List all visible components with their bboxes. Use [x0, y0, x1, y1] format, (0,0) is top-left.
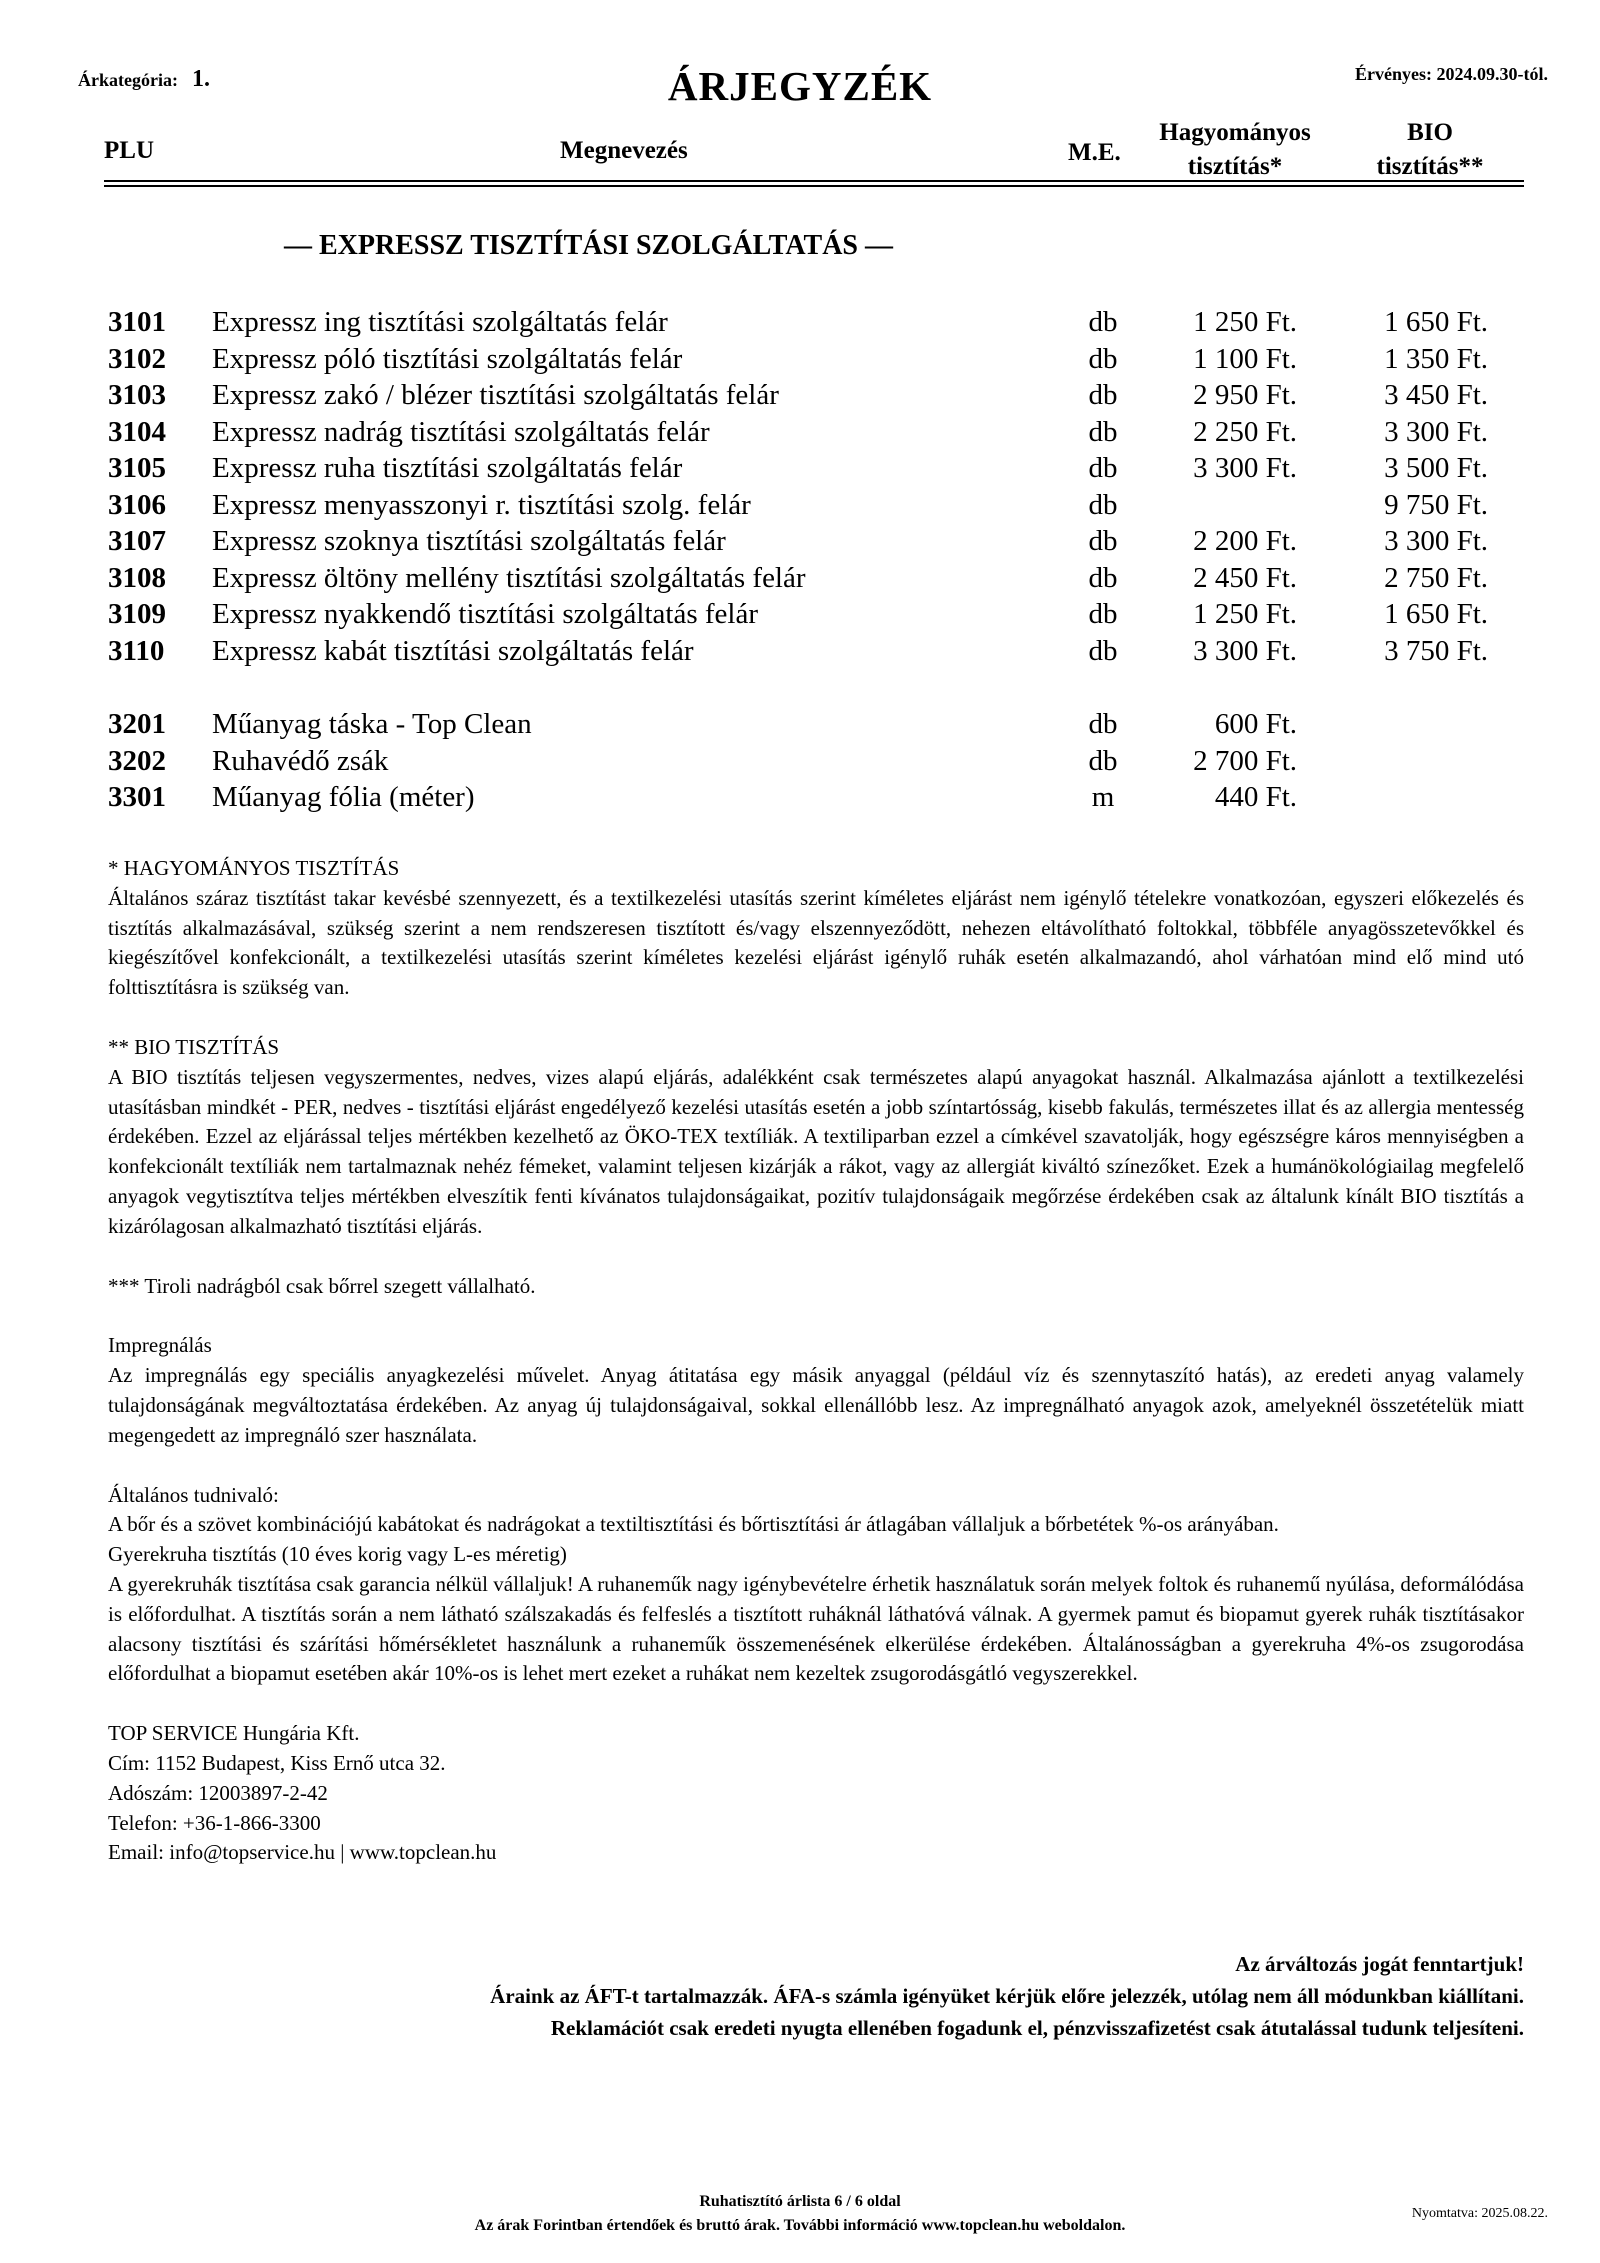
- row-price-bio: 1 350 Ft.: [1384, 342, 1488, 375]
- row-unit: db: [1088, 379, 1118, 411]
- row-unit: db: [1088, 488, 1118, 521]
- column-header-hagyomanyos-line1: Hagyományos: [1159, 119, 1311, 146]
- row-unit: db: [1088, 598, 1118, 630]
- note-impregnalas-text: Az impregnálás egy speciális anyagkezelési művelet. Anyag átitatása egy másik anyaggal (például víz és szennytaszító hatás), az eredeti anyag valamely tulajdonságának megváltoztatása érdekében. Az anyag új tulajdonságaival, sokkal ellenállóbb lesz. Az impregnálható anyagok azok, amelyeknél összetételük miatt megengedett az impregnáló szer használata.: [108, 1363, 1524, 1447]
- footer-info: Az árak Forintban értendőek és bruttó árak. További információ www.topclean.hu weboldalon.: [474, 2217, 1126, 2234]
- row-price-bio: 3 300 Ft.: [1384, 415, 1488, 448]
- table-row: [0, 379, 1600, 415]
- table-row: [0, 745, 1600, 781]
- note-bio-text: A BIO tisztítás teljesen vegyszermentes, nedves, vizes alapú eljárás, adalékként csak természetes alapú anyagokat használ. Alkalmazása ajánlott a textilkezelési utasításban mindkét - PER, nedves - tisztítási eljárást engedélyező kezelési utasítás esetén a jobb színtartósság, kisebb fakulás, természetes illat és az allergia mentesség érdekében. Ezzel az eljárással teljes mértékben kezelhető az ÖKO-TEX textíliák. A textiliparban ezzel a címkével szavatolják, hogy egészségre káros mennyiségben a konfekcionált textíliák nem tartalmaznak nehéz fémeket, valamint teljesen kizárják a rákot, vagy az allergiát kiváltó színezőket. Ezek a humánökológiailag megfelelő anyagok vegytisztítva teljes mértékben elveszítik fenti kívánatos tulajdonságaikat, pozitív tulajdonságaik megőrzése érdekében csak az általunk kínált BIO tisztítás a kizárólagosan alkalmazható tisztítási eljárás.: [108, 1064, 1524, 1238]
- valid-from: Érvényes: 2024.09.30-tól.: [1355, 64, 1548, 84]
- footer: [0, 2190, 1600, 2238]
- table-row: [0, 416, 1600, 452]
- row-name: Expressz nyakkendő tisztítási szolgáltatás felár: [212, 598, 758, 630]
- company-tax: Adószám: 12003897-2-42: [108, 1780, 328, 1805]
- row-name: Expressz kabát tisztítási szolgáltatás felár: [212, 634, 694, 667]
- column-header-bio-line2: tisztítás**: [1376, 153, 1484, 180]
- row-price-hagyomanyos: 3 300 Ft.: [1193, 452, 1297, 484]
- column-header-plu: PLU: [104, 137, 154, 164]
- note-general-title: Általános tudnivaló:: [108, 1482, 279, 1507]
- row-unit: db: [1088, 525, 1118, 557]
- column-header-bio: [1350, 116, 1510, 184]
- notice-price-change: Az árváltozás jogát fenntartjuk!: [1235, 1952, 1524, 1976]
- row-price-hagyomanyos: 1 250 Ft.: [1193, 598, 1297, 630]
- row-price-hagyomanyos: 2 200 Ft.: [1193, 525, 1297, 557]
- row-plu: 3301: [108, 781, 166, 813]
- row-plu: 3202: [108, 744, 166, 777]
- column-header-name: Megnevezés: [560, 137, 688, 164]
- note-hagyomanyos-title: * HAGYOMÁNYOS TISZTÍTÁS: [108, 856, 400, 880]
- row-price-hagyomanyos: 600 Ft.: [1214, 708, 1297, 740]
- row-price-bio: 3 750 Ft.: [1384, 634, 1488, 667]
- header-rule-top: [104, 180, 1524, 182]
- row-price-hagyomanyos: 440 Ft.: [1214, 781, 1297, 813]
- row-unit: db: [1088, 415, 1118, 448]
- row-name: Expressz ing tisztítási szolgáltatás felár: [212, 306, 668, 338]
- section-title: — EXPRESSZ TISZTÍTÁSI SZOLGÁLTATÁS —: [284, 230, 893, 261]
- row-plu: 3107: [108, 525, 166, 557]
- notice-vat: Áraink az ÁFT-t tartalmazzák. ÁFA-s számla igényüket kérjük előre jelezzék, utólag nem áll módunkban kiállítani.: [490, 1984, 1524, 2008]
- row-name: Expressz menyasszonyi r. tisztítási szolg. felár: [212, 488, 751, 521]
- row-unit: db: [1088, 708, 1118, 740]
- notes: [108, 854, 1524, 1868]
- note-general-text1: A bőr és a szövet kombinációjú kabátokat és nadrágokat a textiltisztítási és bőrtisztítási ár átlagában vállaljuk a bőrbetétek %-os arányában.: [108, 1512, 1279, 1537]
- note-tiroli: *** Tiroli nadrágból csak bőrrel szegett vállalható.: [108, 1273, 536, 1298]
- row-price-bio: 1 650 Ft.: [1384, 598, 1488, 630]
- header-rule-bottom: [104, 185, 1524, 187]
- company-address: Cím: 1152 Budapest, Kiss Ernő utca 32.: [108, 1750, 446, 1775]
- row-price-bio: 2 750 Ft.: [1384, 561, 1488, 594]
- company-name: TOP SERVICE Hungária Kft.: [108, 1721, 360, 1746]
- company-info: [108, 1719, 1524, 1868]
- footer-page: Ruhatisztító árlista 6 / 6 oldal: [699, 2193, 901, 2210]
- row-plu: 3103: [108, 379, 166, 411]
- table-row: [0, 306, 1600, 342]
- row-name: Expressz zakó / blézer tisztítási szolgáltatás felár: [212, 379, 779, 411]
- company-email: Email: info@topservice.hu | www.topclean.hu: [108, 1840, 497, 1865]
- row-price-hagyomanyos: 3 300 Ft.: [1193, 634, 1297, 667]
- row-unit: db: [1088, 744, 1118, 777]
- column-header-bio-line1: BIO: [1407, 119, 1453, 146]
- row-price-hagyomanyos: 2 950 Ft.: [1193, 379, 1297, 411]
- row-price-hagyomanyos: 2 700 Ft.: [1193, 744, 1297, 777]
- row-unit: db: [1088, 342, 1118, 375]
- table-row: [0, 598, 1600, 634]
- price-category-label: Árkategória:: [78, 70, 178, 90]
- row-price-bio: 9 750 Ft.: [1384, 488, 1488, 521]
- row-unit: db: [1088, 561, 1118, 594]
- row-price-hagyomanyos: 2 450 Ft.: [1193, 561, 1297, 594]
- column-header-hagyomanyos: [1140, 116, 1330, 184]
- note-hagyomanyos-text: Általános száraz tisztítást takar kevésbé szennyezett, és a textilkezelési utasítás szerint kíméletes eljárást nem igénylő tételekre vonatkozóan, egyszeri előkezelés és tisztítás alkalmazásával, szükség szerint a nem rendszeresen tisztított és/vagy elszennyeződött, nehezen eltávolítható foltokkal, többféle anyagösszetevőkkel és kiegészítővel konfekcionált, a textilkezelési utasítás szerint kíméletes kezelési eljárást igénylő ruhák esetén alkalmazandó, ahol várhatóan mind elő mind utó folttisztításra is szükség van.: [108, 885, 1524, 1000]
- note-general-text3: A gyerekruhák tisztítása csak garancia nélkül vállaljuk! A ruhaneműk nagy igénybevételre érhetik használatuk során melyek foltok és ruhanemű nyúlása, deformálódása is előfordulhat. A tisztítás során a nem látható szálszakadás és felfeslés a tisztított ruháknál láthatóvá válnak. A gyermek pamut és biopamut gyerek ruhák tisztításakor alacsony tisztítási és szárítási hőmérsékletet használunk a ruhaneműk összemenésének elkerülése érdekében. Általánosságban a gyerekruha 4%-os zsugorodása előfordulhat a biopamut esetében akár 10%-os is lehet mert ezeket a ruhákat nem kezeltek zsugorodásgátló vegyszerekkel.: [108, 1571, 1524, 1686]
- table-row: [0, 489, 1600, 525]
- row-price-hagyomanyos: 1 250 Ft.: [1193, 306, 1297, 338]
- row-unit: db: [1088, 634, 1118, 667]
- row-unit: m: [1091, 781, 1115, 813]
- page-title: ÁRJEGYZÉK: [667, 63, 933, 109]
- printed-date: Nyomtatva: 2025.08.22.: [1411, 2206, 1548, 2221]
- bottom-notices: [24, 1948, 1524, 2044]
- row-plu: 3201: [108, 708, 166, 740]
- note-general-text2: Gyerekruha tisztítás (10 éves korig vagy L-es méretig): [108, 1542, 567, 1567]
- row-price-hagyomanyos: 1 100 Ft.: [1193, 342, 1297, 375]
- row-plu: 3105: [108, 452, 166, 484]
- table-row: [0, 781, 1600, 817]
- row-name: Expressz nadrág tisztítási szolgáltatás felár: [212, 415, 710, 448]
- row-name: Expressz szoknya tisztítási szolgáltatás felár: [212, 525, 726, 557]
- row-plu: 3109: [108, 598, 166, 630]
- table-row: [0, 708, 1600, 744]
- row-name: Műanyag fólia (méter): [212, 781, 475, 813]
- column-header-unit: M.E.: [1068, 139, 1121, 166]
- row-name: Expressz öltöny mellény tisztítási szolgáltatás felár: [212, 561, 806, 594]
- row-unit: db: [1088, 452, 1118, 484]
- row-price-bio: 3 500 Ft.: [1384, 452, 1488, 484]
- price-category-value: 1.: [191, 66, 210, 92]
- row-name: Expressz ruha tisztítási szolgáltatás felár: [212, 452, 683, 484]
- row-plu: 3104: [108, 415, 166, 448]
- row-price-bio: 1 650 Ft.: [1384, 306, 1488, 338]
- row-price-hagyomanyos: 2 250 Ft.: [1193, 415, 1297, 448]
- column-header-hagyomanyos-line2: tisztítás*: [1187, 153, 1283, 180]
- row-name: Expressz póló tisztítási szolgáltatás felár: [212, 342, 683, 375]
- row-plu: 3101: [108, 306, 166, 338]
- row-price-bio: 3 450 Ft.: [1384, 379, 1488, 411]
- row-plu: 3110: [108, 634, 165, 667]
- row-price-bio: 3 300 Ft.: [1384, 525, 1488, 557]
- row-plu: 3108: [108, 561, 166, 594]
- note-impregnalas-title: Impregnálás: [108, 1333, 212, 1358]
- table-row: [0, 343, 1600, 379]
- table-row: [0, 452, 1600, 488]
- notice-complaint: Reklamációt csak eredeti nyugta ellenében fogadunk el, pénzvisszafizetést csak átutalással tudunk teljesíteni.: [550, 2016, 1524, 2040]
- note-bio-title: ** BIO TISZTÍTÁS: [108, 1034, 280, 1059]
- table-row: [0, 635, 1600, 671]
- row-plu: 3106: [108, 488, 166, 521]
- row-name: Ruhavédő zsák: [212, 744, 389, 777]
- table-row: [0, 525, 1600, 561]
- table-row: [0, 562, 1600, 598]
- row-name: Műanyag táska - Top Clean: [212, 708, 532, 740]
- row-plu: 3102: [108, 342, 166, 375]
- company-phone: Telefon: +36-1-866-3300: [108, 1810, 321, 1835]
- row-unit: db: [1088, 306, 1118, 338]
